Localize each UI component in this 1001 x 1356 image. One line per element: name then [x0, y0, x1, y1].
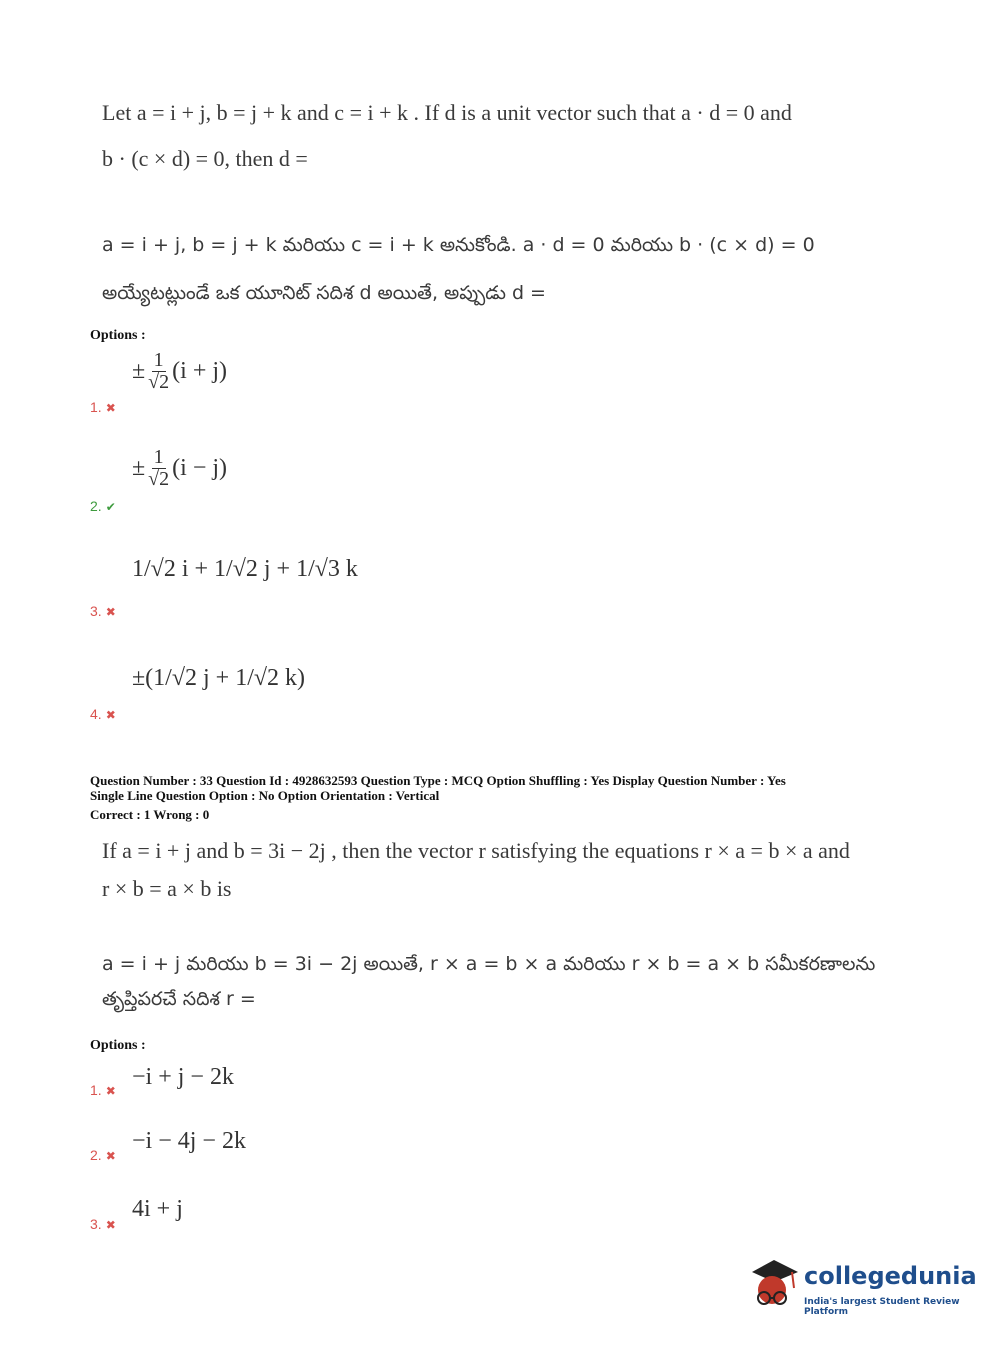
checkmark-icon: ✔ — [105, 500, 116, 514]
option-number-text: 2. — [90, 498, 102, 514]
options-label: Options : — [90, 328, 146, 343]
vector-term: (i + j) — [172, 358, 228, 384]
cross-icon: ✖ — [105, 708, 116, 722]
option-expression: −i − 4j − 2k — [132, 1128, 246, 1154]
denominator: √2 — [148, 371, 170, 393]
option-number — [90, 706, 116, 722]
option-number — [90, 498, 116, 514]
denominator: √2 — [148, 468, 170, 490]
question-text-line: b · (c × d) = 0, then d = — [102, 146, 308, 171]
options-label: Options : — [90, 1038, 146, 1053]
plus-minus: ± — [132, 455, 146, 481]
question-meta: Single Line Question Option : No Option Orientation : Vertical — [90, 788, 440, 803]
question-telugu-line: తృప్తిపరచే సదిశ r = — [102, 988, 256, 1010]
option-number — [90, 603, 116, 619]
fraction — [148, 350, 169, 393]
option-number-text: 1. — [90, 399, 102, 415]
option-expression: −i + j − 2k — [132, 1064, 234, 1090]
option-number-text: 4. — [90, 706, 102, 722]
question-text-line: Let a = i + j, b = j + k and c = i + k . If d is a unit vector such that a · d = 0 and — [102, 100, 792, 125]
numerator: 1 — [153, 446, 164, 468]
option-expression — [132, 447, 227, 490]
option-number — [90, 1147, 116, 1163]
option-number — [90, 1216, 116, 1232]
question-meta: Correct : 1 Wrong : 0 — [90, 807, 210, 822]
option-expression: 4i + j — [132, 1196, 183, 1222]
option-number-text: 3. — [90, 1216, 102, 1232]
numerator: 1 — [153, 349, 164, 371]
cross-icon: ✖ — [105, 1084, 116, 1098]
brand-name: collegedunia — [804, 1262, 977, 1290]
option-number — [90, 399, 116, 415]
cross-icon: ✖ — [105, 1218, 116, 1232]
option-number-text: 2. — [90, 1147, 102, 1163]
question-telugu-line: అయ్యేటట్లుండే ఒక యూనిట్ సదిశ d అయితే, అప్పుడు d = — [102, 282, 546, 304]
option-expression: ±(1/√2 j + 1/√2 k) — [132, 665, 306, 691]
cross-icon: ✖ — [105, 1149, 116, 1163]
cross-icon: ✖ — [105, 401, 116, 415]
brand-tagline: India's largest Student Review Platform — [804, 1297, 960, 1317]
vector-term: (i − j) — [172, 455, 228, 481]
question-text-line: If a = i + j and b = 3i − 2j , then the vector r satisfying the equations r × a = b × a and — [102, 838, 850, 863]
option-expression — [132, 350, 227, 393]
question-text-line: r × b = a × b is — [102, 876, 232, 901]
option-number — [90, 1082, 116, 1098]
option-number-text: 1. — [90, 1082, 102, 1098]
question-telugu-line: a = i + j, b = j + k మరియు c = i + k అనుకోండి. a · d = 0 మరియు b · (c × d) = 0 — [102, 234, 815, 256]
option-number-text: 3. — [90, 603, 102, 619]
cross-icon: ✖ — [105, 605, 116, 619]
question-meta: Question Number : 33 Question Id : 4928632593 Question Type : MCQ Option Shuffling : Yes Display Question Number : Yes — [90, 773, 786, 788]
plus-minus: ± — [132, 358, 146, 384]
option-expression: 1/√2 i + 1/√2 j + 1/√3 k — [132, 556, 358, 582]
fraction — [148, 447, 169, 490]
question-telugu-line: a = i + j మరియు b = 3i − 2j అయితే, r × a = b × a మరియు r × b = a × b సమీకరణాలను — [102, 953, 876, 975]
